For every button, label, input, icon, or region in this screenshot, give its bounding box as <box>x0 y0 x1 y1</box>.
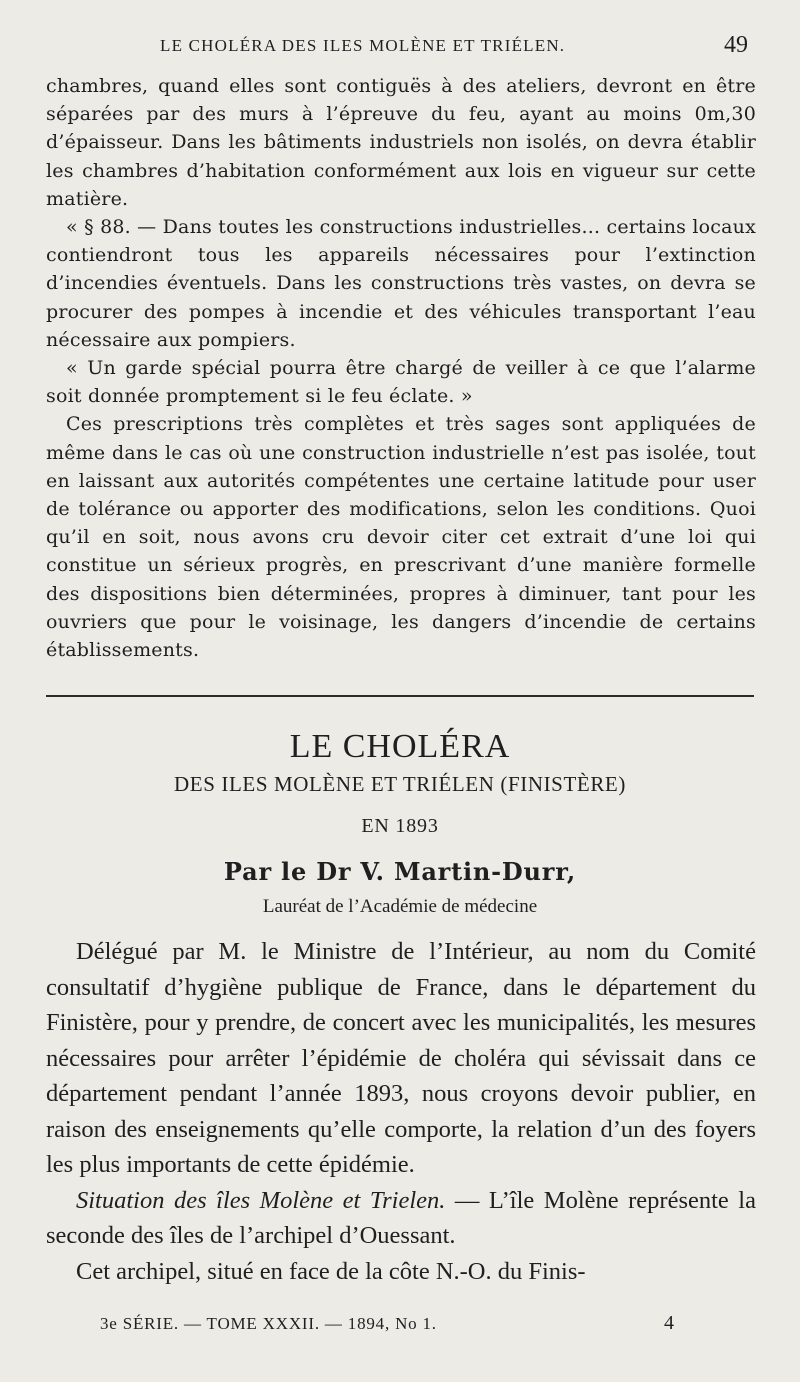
page-footer <box>0 1314 800 1342</box>
paragraph: Ces prescriptions très complètes et très sages sont appliquées de même dans le cas où une construction industrielle n’est pas isolée, tout en laissant aux autorités compétentes une certaine latitude pour user de tolérance ou apporter des modifications, selon les conditions. Quoi qu’il en soit, nous avons cru devoir citer cet extrait d’une loi qui constitue un sérieux progrès, en prescrivant d’une manière formelle des dispositions bien déterminées, propres à diminuer, tant pour les ouvriers que pour le voisinage, les dangers d’incendie de certains établissements. <box>46 413 756 662</box>
section-text: — L’île Molène représente la seconde des îles de l’archipel d’Ouessant. <box>46 1186 756 1249</box>
article-body <box>46 934 756 1289</box>
article-year: EN 1893 <box>361 815 439 837</box>
paragraph: Cet archipel, situé en face de la côte N.-O. du Finis- <box>76 1257 586 1285</box>
author-affiliation: Lauréat de l’Académie de médecine <box>262 896 538 917</box>
article-subtitle: DES ILES MOLÈNE ET TRIÉLEN (FINISTÈRE) <box>174 772 626 796</box>
paragraph <box>46 1183 756 1254</box>
continued-text <box>46 72 756 664</box>
paragraph: Délégué par M. le Ministre de l’Intérieur, au nom du Comité consultatif d’hygiène publique de France, dans le département du Finistère, pour y prendre, de concert avec les municipalités, les mesures nécessaires pour arrêter l’épidémie de choléra qui sévissait dans ce département pendant l’année 1893, nous croyons devoir publier, en raison des enseignements qu’elle comporte, la relation d’un des foyers les plus importants de cette épidémie. <box>46 938 756 1178</box>
page-number: 49 <box>724 32 748 58</box>
running-header <box>0 32 800 62</box>
running-title: LE CHOLÉRA DES ILES MOLÈNE ET TRIÉLEN. <box>160 36 566 55</box>
section-divider <box>46 695 754 697</box>
paragraph: chambres, quand elles sont contiguës à des ateliers, devront en être séparées par des murs à l’épreuve du feu, ayant au moins 0m,30 d’épaisseur. Dans les bâtiments industriels non isolés, on devra établir les chambres d’habitation conformément aux lois en vigueur sur cette matière. <box>46 75 756 210</box>
paragraph: « § 88. — Dans toutes les constructions industrielles... certains locaux contiendront tous les appareils nécessaires pour l’extinction d’incendies éventuels. Dans les constructions très vastes, on devra se procurer des pompes à incendie et des véhicules transportant l’eau nécessaire aux pompiers. <box>46 216 756 351</box>
signature-line: 3e SÉRIE. — TOME XXXII. — 1894, No 1. <box>100 1314 437 1333</box>
article-title: LE CHOLÉRA <box>289 728 511 765</box>
section-heading: Situation des îles Molène et Trielen. <box>76 1186 446 1214</box>
article-author: Par le Dr V. Martin-Durr, <box>223 857 577 886</box>
paragraph: « Un garde spécial pourra être chargé de veiller à ce que l’alarme soit donnée promptement si le feu éclate. » <box>46 357 756 408</box>
sheet-number: 4 <box>664 1312 674 1334</box>
